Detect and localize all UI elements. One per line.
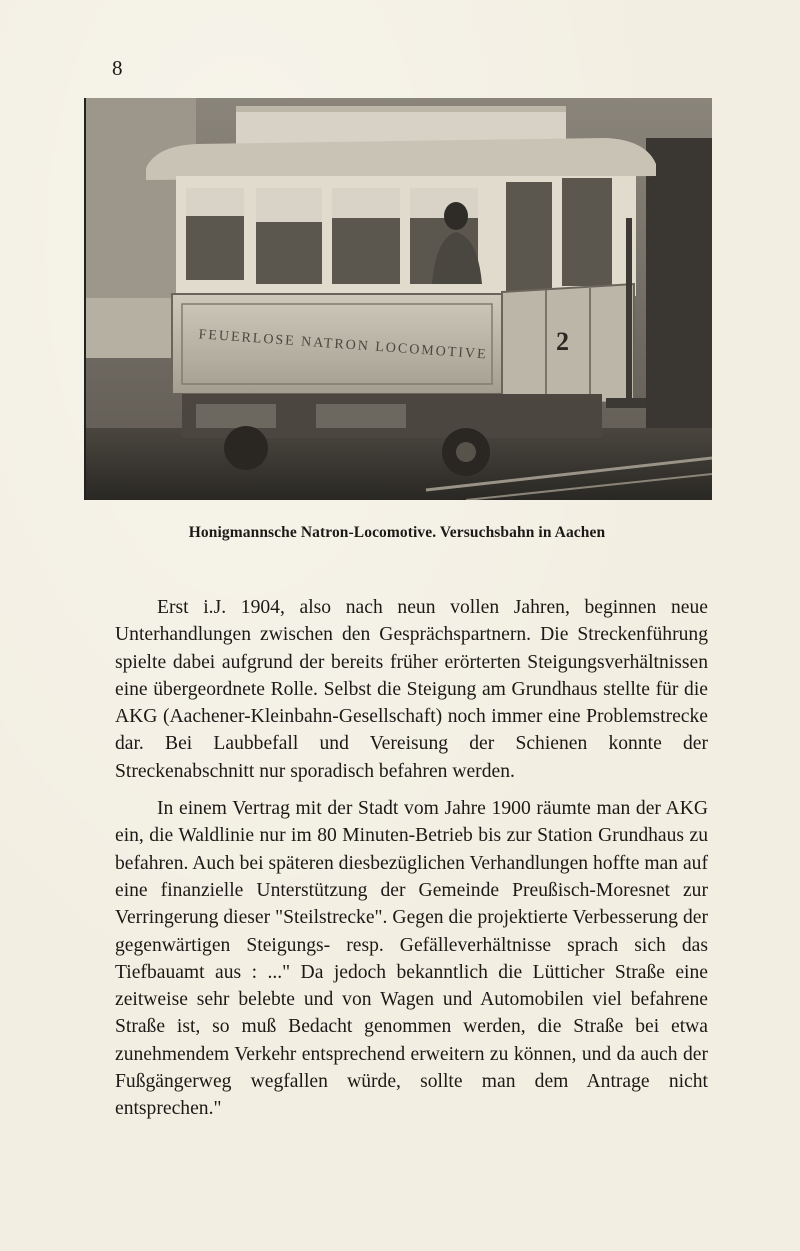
car-side-text: FEUERLOSE NATRON LOCOMOTIVE (198, 327, 489, 363)
paragraph-2: In einem Vertrag mit der Stadt vom Jahre 1900 räumte man der AKG ein, die Waldlinie nur im 80 Minuten-Betrieb bis zur Station Grundhaus zu befahren. Auch bei späteren diesbezüglichen Verhandlungen hoffte man auf eine finanzielle Unterstützung der Gemeinde Preußisch-Moresnet zur Verringerung dieser "Steilstrecke". Gegen die projektierte Verbesserung der gegenwärtigen Steigungs- resp. Gefälleverhältnisse sprach sich das Tiefbauamt aus : ..." Da jedoch bekanntlich die Lütticher Straße eine zeitweise sehr belebte und von Wagen und Automobilen viel befahrene Straße ist, so muß Bedacht genommen werden, die Straße bei etwa zunehmendem Verkehr entsprechend erweitern zu können, und da auch der Fußgängerweg wegfallen würde, sollte man dem Antrage nicht entsprechen." (115, 798, 708, 1120)
tram-photo (84, 98, 712, 500)
car-number: 2 (556, 327, 569, 356)
figure-caption: Honigmannsche Natron-Locomotive. Versuchsbahn in Aachen (188, 524, 606, 541)
body-text (115, 594, 708, 1123)
paragraph-1: Erst i.J. 1904, also nach neun vollen Jahren, beginnen neue Unterhandlungen zwischen den Gesprächspartnern. Die Streckenführung spielte dabei aufgrund der bereits früher erörterten Steigungsverhältnissen eine übergeordnete Rolle. Selbst die Steigung am Grundhaus stellte für die AKG (Aachener-Kleinbahn-Gesellschaft) noch immer eine Problemstrecke dar. Bei Laubbefall und Vereisung der Schienen konnte der Streckenabschnitt nur sporadisch befahren werden. (115, 597, 708, 782)
tram-photo-icon (86, 98, 712, 500)
page-number: 8 (112, 56, 123, 80)
